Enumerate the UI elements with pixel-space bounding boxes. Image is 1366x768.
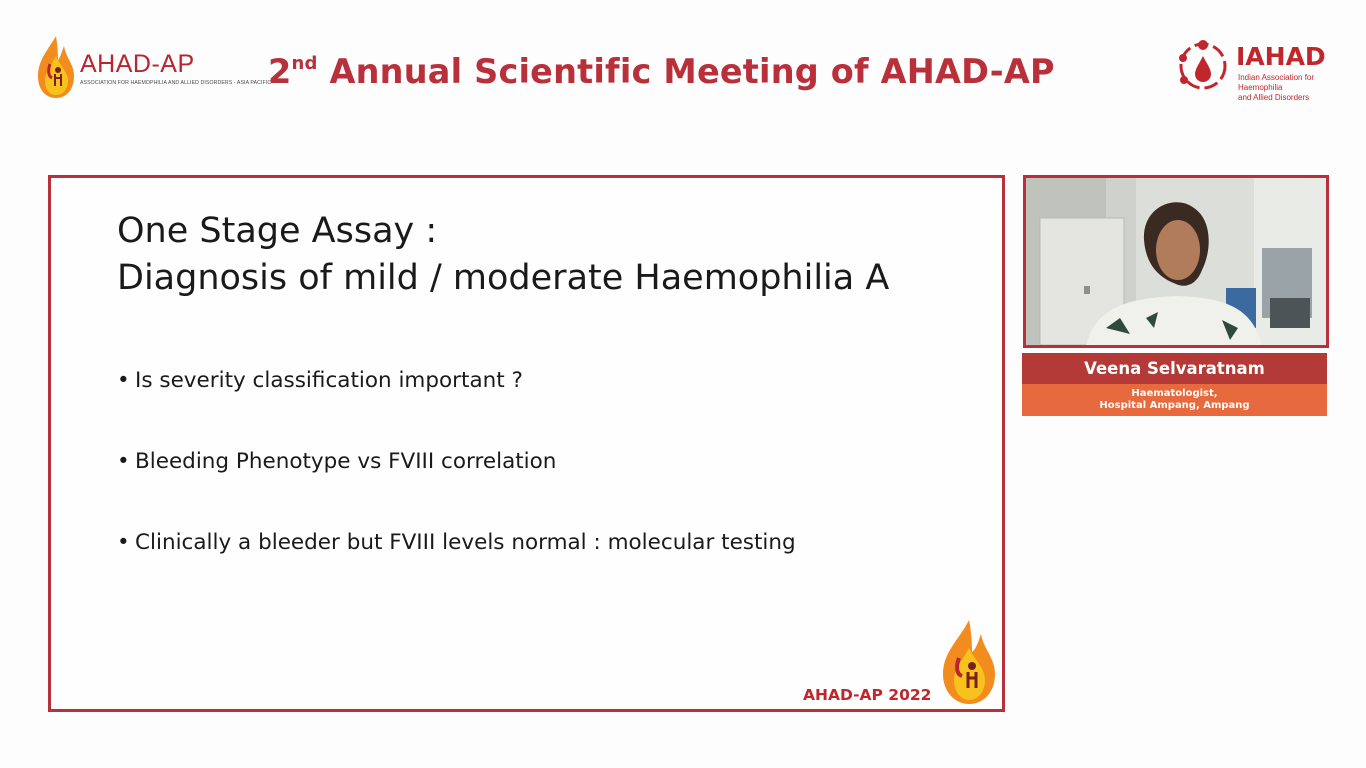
speaker-video-frame bbox=[1026, 178, 1326, 345]
speaker-role-line2: Hospital Ampang, Ampang bbox=[1099, 400, 1250, 411]
iahad-emblem-icon bbox=[1172, 36, 1234, 96]
presentation-slide bbox=[48, 175, 1005, 712]
meeting-title-text: Annual Scientific Meeting of AHAD-AP bbox=[317, 52, 1055, 91]
bullet-text: Clinically a bleeder but FVIII levels normal : molecular testing bbox=[135, 530, 796, 555]
iahad-logo-text: IAHAD bbox=[1236, 42, 1326, 71]
meeting-title-suffix: nd bbox=[291, 53, 318, 74]
bullet-icon: • bbox=[117, 530, 130, 555]
bullet-item bbox=[117, 368, 796, 449]
bullet-icon: • bbox=[117, 368, 130, 393]
bullet-icon: • bbox=[117, 449, 130, 474]
bullet-item bbox=[117, 530, 796, 611]
meeting-title bbox=[268, 52, 1055, 91]
bullet-text: Is severity classification important ? bbox=[135, 368, 523, 393]
slide-footer-label: AHAD-AP 2022 bbox=[803, 686, 932, 704]
iahad-subtitle-line1: Indian Association for Haemophilia bbox=[1238, 73, 1315, 92]
meeting-title-ordinal: 2 bbox=[268, 52, 292, 91]
flame-icon bbox=[937, 618, 1001, 706]
speaker-role-line1: Haematologist, bbox=[1131, 388, 1218, 399]
speaker-video bbox=[1023, 175, 1329, 348]
flame-icon bbox=[34, 34, 78, 100]
iahad-subtitle-line2: and Allied Disorders bbox=[1238, 93, 1310, 102]
bullet-item bbox=[117, 449, 796, 530]
speaker-name: Veena Selvaratnam bbox=[1022, 353, 1327, 384]
ahad-ap-logo-subtitle: ASSOCIATION FOR HAEMOPHILIA AND ALLIED DISORDERS - ASIA PACIFIC bbox=[80, 80, 272, 86]
bullet-list bbox=[117, 368, 796, 611]
ahad-ap-logo-text: AHAD-AP bbox=[80, 50, 195, 78]
slide-title bbox=[117, 208, 889, 302]
slide-title-line1: One Stage Assay : bbox=[117, 211, 438, 251]
slide-title-line2: Diagnosis of mild / moderate Haemophilia A bbox=[117, 258, 890, 298]
bullet-text: Bleeding Phenotype vs FVIII correlation bbox=[135, 449, 557, 474]
iahad-logo bbox=[1172, 36, 1348, 102]
speaker-role bbox=[1022, 384, 1327, 416]
ahad-ap-logo bbox=[34, 34, 272, 102]
iahad-logo-subtitle bbox=[1238, 73, 1346, 103]
